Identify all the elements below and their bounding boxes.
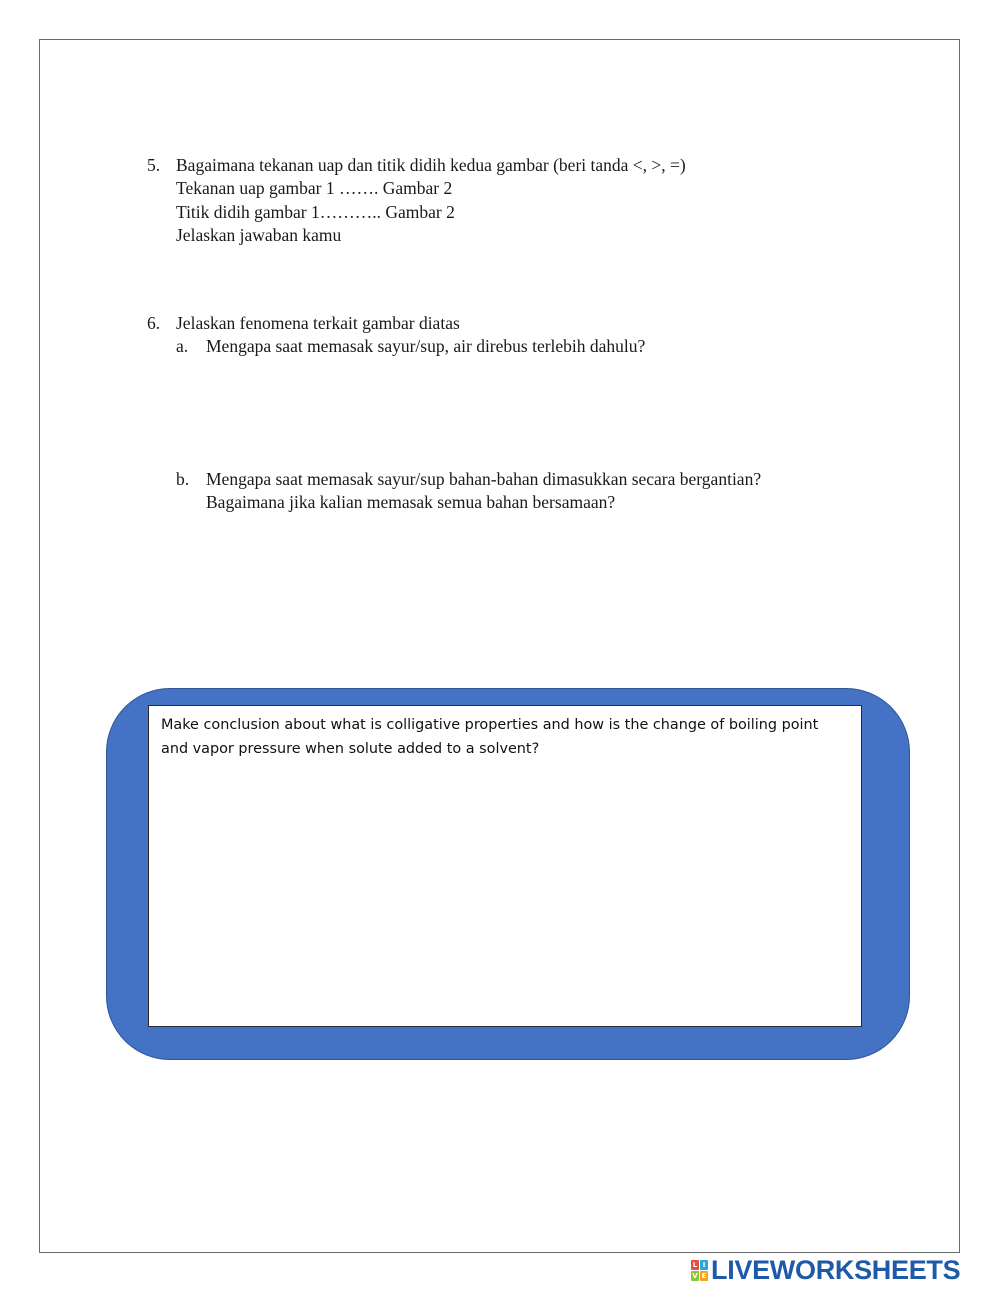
question-number: 6. bbox=[147, 313, 161, 333]
logo-letter: V bbox=[692, 1271, 698, 1280]
question-5-prompt: Bagaimana tekanan uap dan titik didih kedua gambar (beri tanda <, >, =) bbox=[176, 155, 686, 175]
logo-letter: L bbox=[692, 1260, 698, 1269]
boiling-point-comparison: Titik didih gambar 1……….. Gambar 2 bbox=[176, 201, 455, 222]
question-6b-text-line-2: Bagaimana jika kalian memasak semua bahan bersamaan? bbox=[206, 492, 616, 513]
sub-question-letter: b. bbox=[176, 469, 190, 489]
question-6a-text: Mengapa saat memasak sayur/sup, air direbus terlebih dahulu? bbox=[206, 336, 646, 356]
question-6b-text-line-1: Mengapa saat memasak sayur/sup bahan-bahan dimasukkan secara bergantian? bbox=[206, 469, 762, 489]
explain-answer-prompt: Jelaskan jawaban kamu bbox=[176, 224, 342, 245]
conclusion-prompt-line-2: and vapor pressure when solute added to a solvent? bbox=[161, 741, 540, 757]
logo-letter: I bbox=[700, 1260, 708, 1270]
liveworksheets-logo bbox=[691, 1254, 960, 1286]
liveworksheets-logo-icon bbox=[691, 1260, 708, 1281]
conclusion-box bbox=[148, 705, 862, 1027]
logo-letter: E bbox=[701, 1271, 707, 1280]
conclusion-prompt-line-1: Make conclusion about what is colligative properties and how is the change of boiling point bbox=[161, 717, 819, 733]
sub-question-letter: a. bbox=[176, 336, 189, 356]
question-6-intro: Jelaskan fenomena terkait gambar diatas bbox=[176, 313, 460, 333]
vapor-pressure-comparison: Tekanan uap gambar 1 ……. Gambar 2 bbox=[176, 178, 453, 199]
question-number: 5. bbox=[147, 155, 161, 175]
liveworksheets-wordmark: LIVEWORKSHEETS bbox=[711, 1254, 961, 1285]
